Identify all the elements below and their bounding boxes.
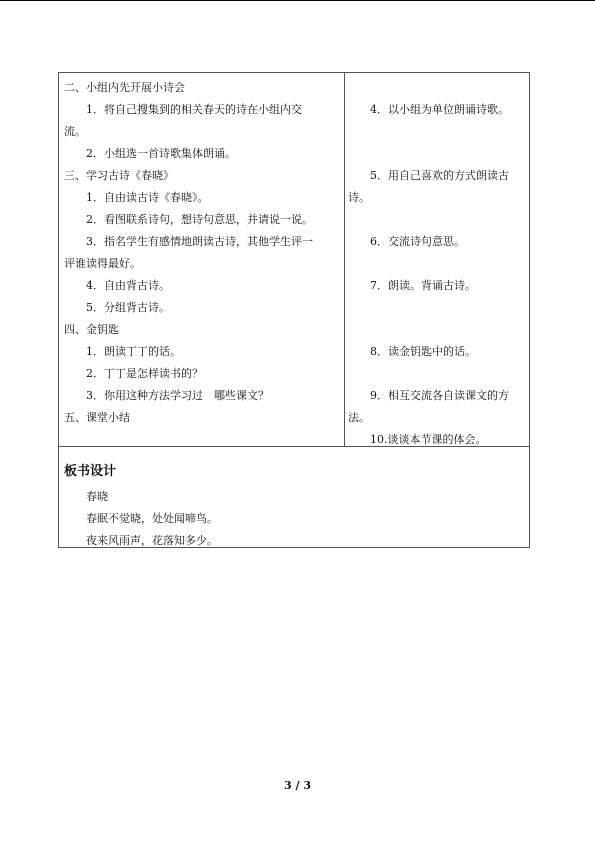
left-line: 3．指名学生有感情地朗读古诗，其他学生评一 bbox=[64, 235, 313, 248]
board-line: 春晓 bbox=[64, 490, 108, 503]
left-line: 流。 bbox=[64, 125, 86, 138]
left-line: 2．丁丁是怎样读书的？ bbox=[64, 367, 203, 380]
left-line: 1．将自己搜集到的相关春天的诗在小组内交 bbox=[64, 103, 302, 116]
left-line: 二、小组内先开展小诗会 bbox=[64, 81, 185, 94]
board-design-row bbox=[59, 447, 529, 547]
lesson-table bbox=[58, 72, 530, 548]
process-row bbox=[59, 73, 529, 447]
board-heading: 板书设计 bbox=[64, 464, 117, 479]
page-top-rule bbox=[0, 0, 595, 1]
right-line: 5．用自己喜欢的方式朗读古 bbox=[348, 169, 509, 182]
right-line: 6．交流诗句意思。 bbox=[348, 235, 465, 248]
right-line: 法。 bbox=[348, 411, 370, 424]
left-line: 四、金钥匙 bbox=[64, 323, 119, 336]
left-line: 1．朗读丁丁的话。 bbox=[64, 345, 181, 358]
left-line: 评谁读得最好。 bbox=[64, 257, 141, 270]
right-line: 诗。 bbox=[348, 191, 370, 204]
left-line: 2．小组选一首诗歌集体朗诵。 bbox=[64, 147, 236, 160]
board-line: 夜来风雨声，花落知多少。 bbox=[64, 534, 218, 547]
right-line: 4．以小组为单位朗诵诗歌。 bbox=[348, 103, 509, 116]
column-divider bbox=[344, 73, 345, 446]
left-line: 3．你用这种方法学习过 哪些课文？ bbox=[64, 389, 269, 402]
right-line: 8．读金钥匙中的话。 bbox=[348, 345, 476, 358]
left-line: 5．分组背古诗。 bbox=[64, 301, 170, 314]
left-line: 2．看图联系诗句，想诗句意思，并请说一说。 bbox=[64, 213, 313, 226]
left-line: 五、课堂小结 bbox=[64, 411, 130, 424]
right-line: 7．朗读。背诵古诗。 bbox=[348, 279, 476, 292]
right-line: 10.谈谈本节课的体会。 bbox=[348, 433, 487, 446]
left-line: 4．自由背古诗。 bbox=[64, 279, 170, 292]
right-line: 9．相互交流各自读课文的方 bbox=[348, 389, 509, 402]
board-line: 春眠不觉晓，处处闻啼鸟。 bbox=[64, 512, 218, 525]
left-line: 1．自由读古诗《春晓》。 bbox=[64, 191, 209, 204]
left-line: 三、学习古诗《春晓》 bbox=[64, 169, 174, 182]
page-number: 3 / 3 bbox=[284, 779, 311, 792]
